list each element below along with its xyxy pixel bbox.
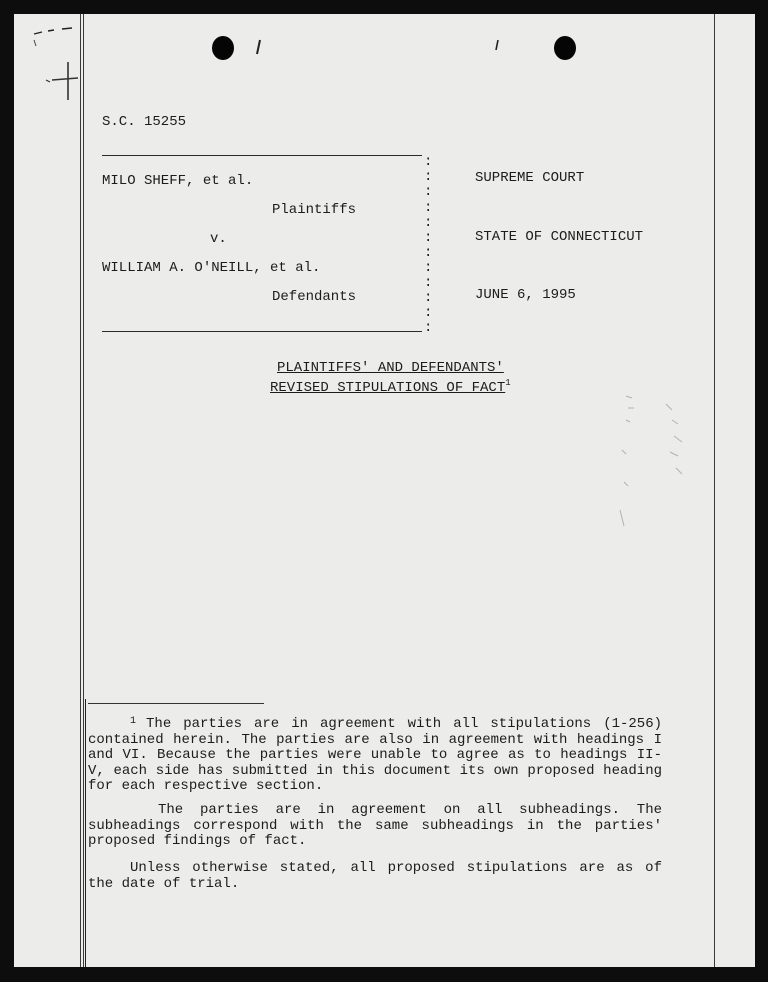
punch-hole-right <box>554 36 576 60</box>
footnote-paragraph-1 <box>88 714 662 795</box>
defendant-role: Defendants <box>272 289 357 305</box>
versus: v. <box>210 231 227 247</box>
plaintiff-role: Plaintiffs <box>272 202 357 218</box>
caption-colon-divider: : : : : : : : : : : : : <box>424 154 433 336</box>
caption-top-rule <box>102 155 422 156</box>
right-margin-rule <box>714 14 715 967</box>
left-margin-rule-2 <box>83 14 84 967</box>
left-margin-rule-1 <box>80 14 81 967</box>
case-number: S.C. 15255 <box>102 114 187 130</box>
footnote-marker: 1 <box>130 716 137 727</box>
left-margin-rule-3 <box>85 699 86 967</box>
caption-bottom-rule <box>102 331 422 332</box>
document-title-line-2-wrap <box>270 375 511 396</box>
footnote-paragraph-2 <box>88 803 662 850</box>
tick-mark-right <box>492 38 502 58</box>
court-name: SUPREME COURT <box>475 170 585 186</box>
footnote-paragraph-3-text: Unless otherwise stated, all proposed stipulations are as of the date of trial. <box>88 860 662 892</box>
footnote-paragraph-1-text: The parties are in agreement with all stipulations (1-256) contained herein. The parties are also in agreement with headings I and VI. Because the parties were unable to agree as to headings II-V, each side has submitted in this document its own proposed heading for each respective section. <box>88 716 662 794</box>
faint-stamp-marks <box>612 390 702 530</box>
punch-hole-left <box>212 36 234 60</box>
title-footnote-marker: 1 <box>505 378 511 388</box>
filing-date: JUNE 6, 1995 <box>475 287 576 303</box>
plaintiff-name: MILO SHEFF, et al. <box>102 173 254 189</box>
tick-mark-left <box>254 38 264 58</box>
footnote-separator <box>88 703 264 704</box>
document-title-line-1: PLAINTIFFS' AND DEFENDANTS' <box>277 360 504 376</box>
margin-pencil-marks <box>28 22 88 112</box>
footnote-paragraph-3 <box>88 861 662 892</box>
document-page <box>14 14 755 967</box>
court-state: STATE OF CONNECTICUT <box>475 229 644 245</box>
document-title-line-2: REVISED STIPULATIONS OF FACT <box>270 380 506 396</box>
footnote-paragraph-2-text: The parties are in agreement on all subheadings. The subheadings correspond with the same subheadings in the parties' proposed findings of fact. <box>88 802 662 849</box>
defendant-name: WILLIAM A. O'NEILL, et al. <box>102 260 321 276</box>
